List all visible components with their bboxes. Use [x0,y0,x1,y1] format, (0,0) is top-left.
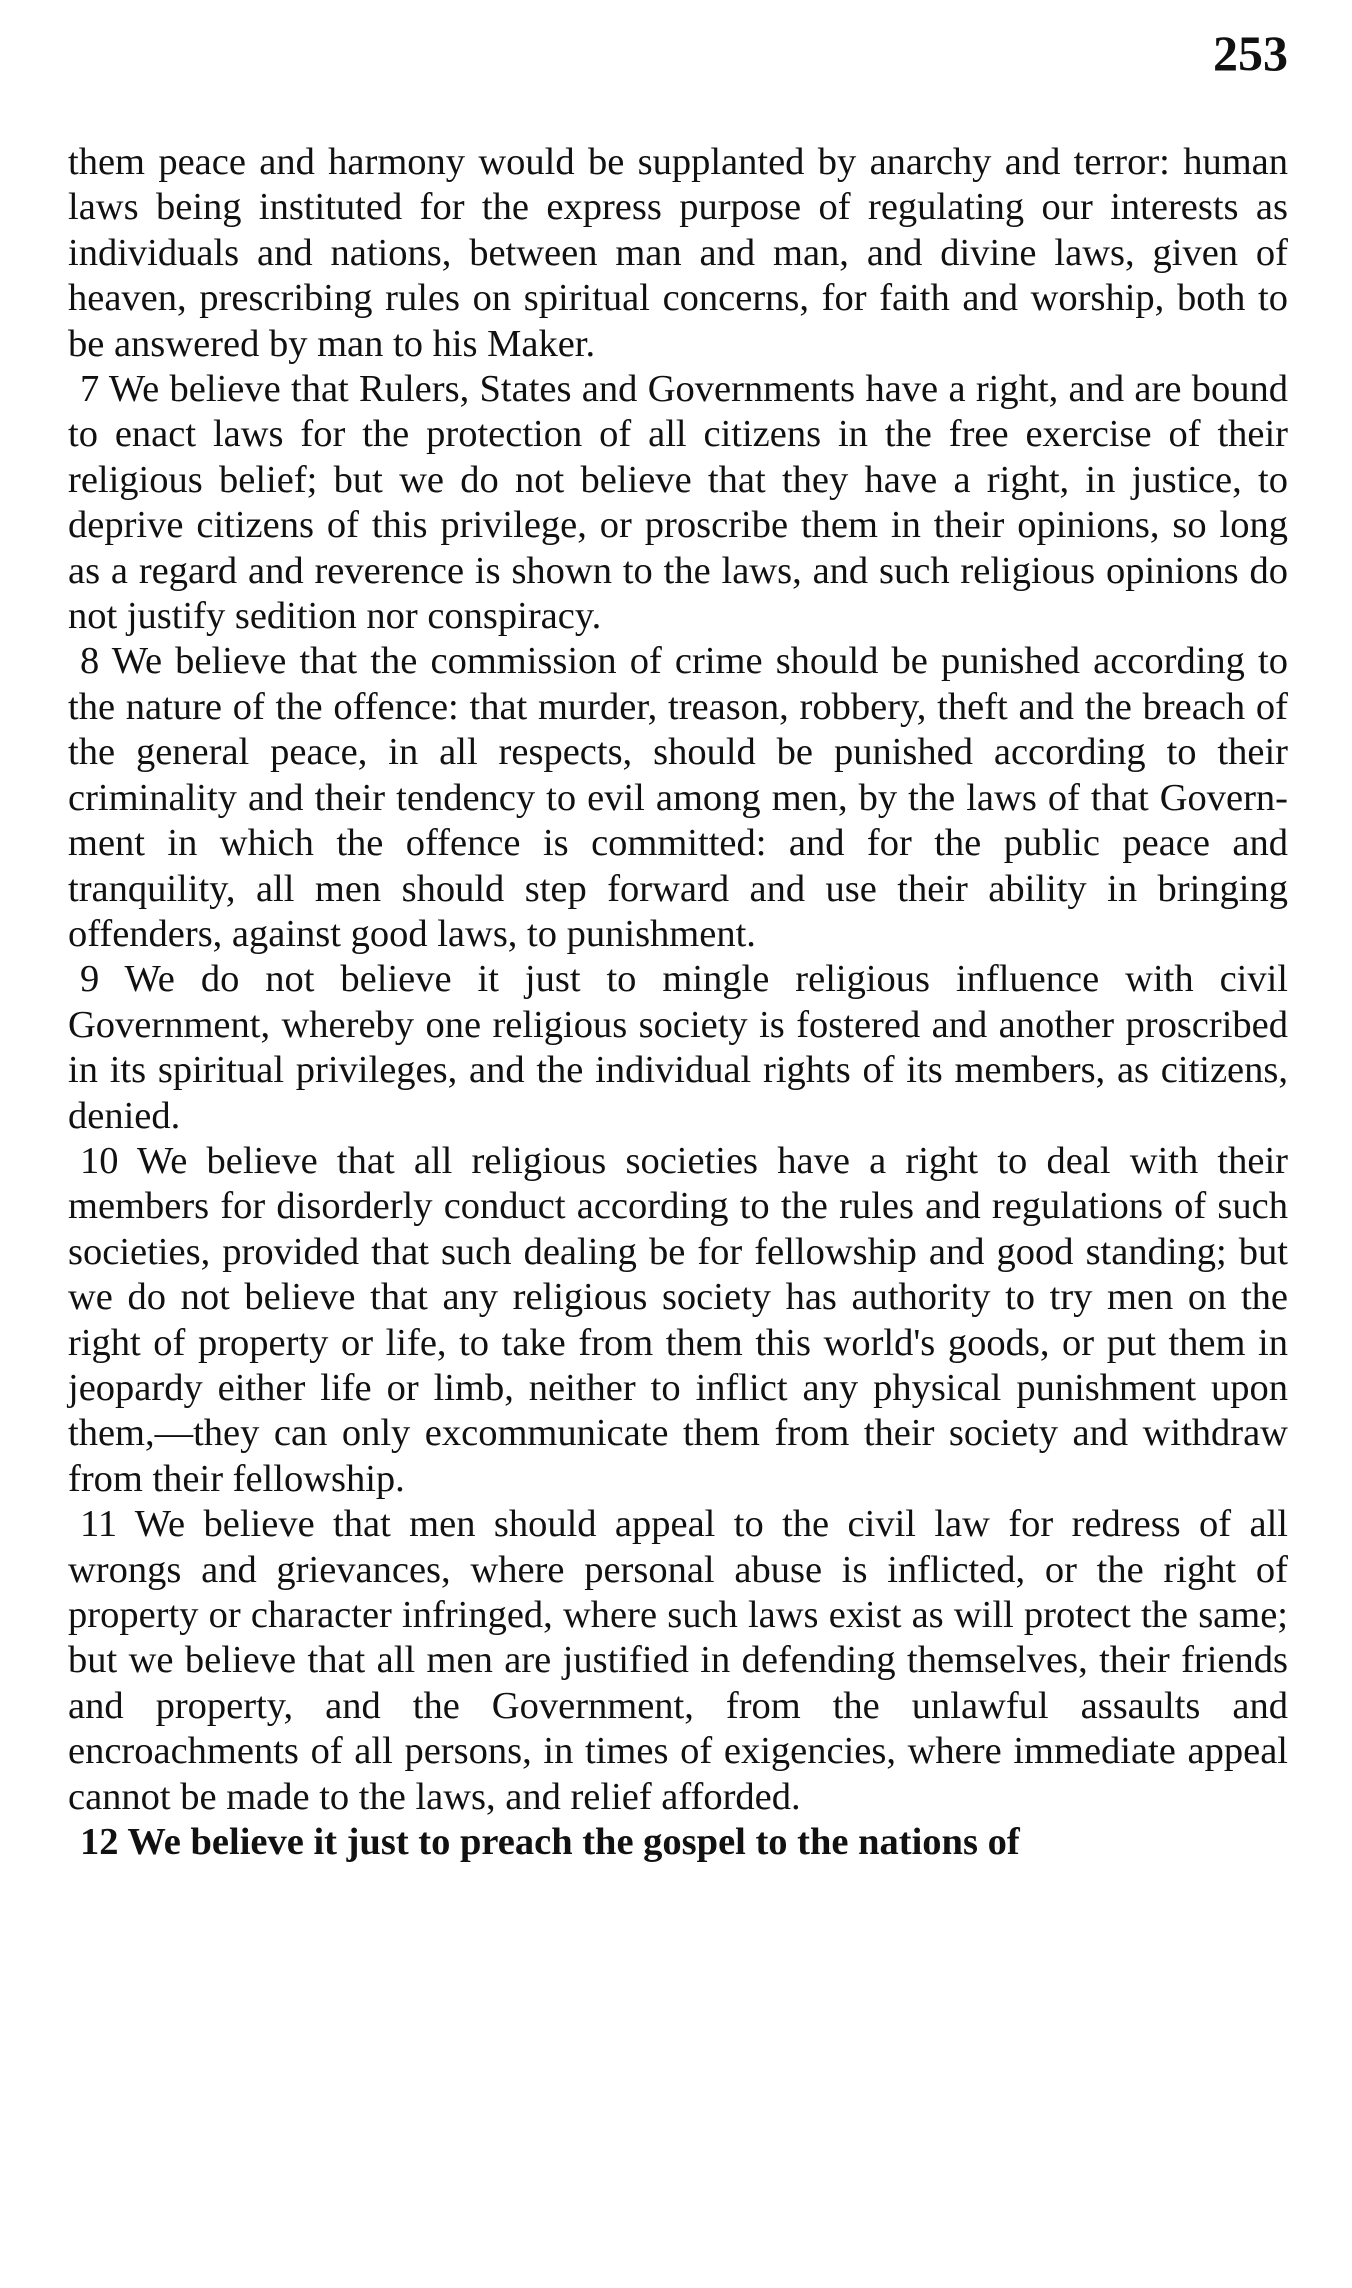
page-number: 253 [1213,25,1288,81]
body-text [68,140,1288,1865]
paragraph-article-9: 9 We do not believe it just to mingle religious influence with civil Government, whereby one religious society is fostered and another proscribed in its spiritual privileges, and the individual rights of its members, as citizens, denied. [68,958,1288,1137]
paragraph-article-12: 12 We believe it just to preach the gospel to the nations of [80,1821,1020,1864]
paragraph-article-7: 7 We believe that Rulers, States and Governments have a right, and are bound to enact laws for the protection of all citizens in the free exercise of their religious belief; but we do not believe that they have a right, in justice, to deprive citizens of this privilege, or proscribe them in their opinions, so long as a regard and reverence is shown to the laws, and such religious opinions do not justify sedition nor conspiracy. [68,368,1288,638]
paragraph-article-10: 10 We believe that all religious societies have a right to deal with their members for disorderly conduct according to the rules and regulations of such societies, provided that such dealing be for fellowship and good standing; but we do not believe that any religious society has authority to try men on the right of property or life, to take from them this world's goods, or put them in jeopardy either life or limb, neither to inflict any physical punishment upon them,—they can only excommunicate them from their society and withdraw from their fellowship. [68,1139,1288,1500]
paragraph-article-8: 8 We believe that the commission of crime should be punished according to the nature of the offence: that murder, treason, robbery, theft and the breach of the general peace, in all respects, should be punished according to their criminality and their tendency to evil among men, by the laws of that Government in which the offence is committed: and for the public peace and tranquility, all men should step forward and use their ability in bringing offenders, against good laws, to punishment. [68,640,1288,955]
paragraph-article-11: 11 We believe that men should appeal to the civil law for redress of all wrongs and grievances, where personal abuse is inflicted, or the right of property or character infringed, where such laws exist as will protect the same; but we believe that all men are justified in defending themselves, their friends and property, and the Government, from the unlawful assaults and encroachments of all persons, in times of exigencies, where immediate appeal cannot be made to the laws, and relief afforded. [68,1503,1288,1818]
paragraph-continuation: them peace and harmony would be supplanted by anarchy and terror: human laws being instituted for the express purpose of regulating our interests as individuals and nations, between man and man, and divine laws, given of heaven, prescribing rules on spiritual concerns, for faith and worship, both to be answered by man to his Maker. [68,141,1288,365]
